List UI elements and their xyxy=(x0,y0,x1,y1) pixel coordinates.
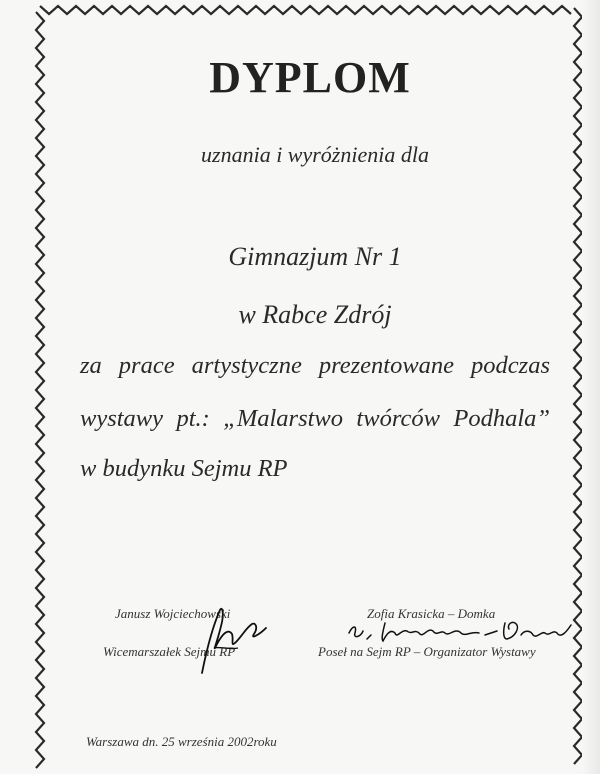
body-line-3: w budynku Sejmu RP xyxy=(80,455,288,482)
left-handwritten-signature xyxy=(172,598,272,678)
left-signatory-role: Wicemarszałek Sejmu RP xyxy=(103,644,236,659)
body-line-2: wystawy pt.: „Malarstwo twórców Podhala” xyxy=(80,405,550,432)
diploma-subtitle: uznania i wyróżnienia dla xyxy=(201,142,429,167)
recipient-name: Gimnazjum Nr 1 xyxy=(228,242,402,271)
right-signatory-role: Poseł na Sejm RP – Organizator Wystawy xyxy=(318,644,536,659)
left-signatory-name: Janusz Wojciechowski xyxy=(115,606,231,621)
body-line-1: za prace artystyczne prezentowane podczas xyxy=(80,352,550,379)
recipient-location: w Rabce Zdrój xyxy=(238,300,392,329)
right-handwritten-signature xyxy=(345,615,575,651)
paper-edge-shadow xyxy=(582,0,600,774)
diploma-title: DYPLOM xyxy=(209,53,411,102)
place-and-date: Warszawa dn. 25 września 2002roku xyxy=(86,734,277,749)
right-signatory-name: Zofia Krasicka – Domka xyxy=(367,606,496,621)
